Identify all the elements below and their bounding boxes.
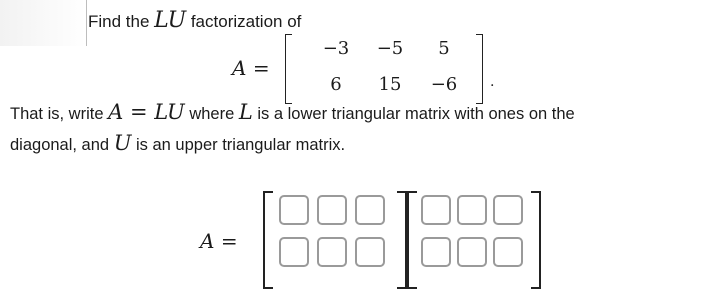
given-matrix-label [232, 56, 270, 80]
l-entry-2-1[interactable] [279, 237, 309, 267]
para-lu: LU [154, 100, 185, 124]
u-entry-1-1[interactable] [421, 195, 451, 225]
u-matrix-right-bracket [531, 191, 541, 289]
answer-label [200, 229, 238, 253]
u-entry-1-2[interactable] [457, 195, 487, 225]
given-matrix-name: A [232, 56, 247, 80]
matrix-cell-1-3: 5 [438, 38, 450, 59]
given-matrix [285, 34, 495, 104]
matrix-cell-1-1: −3 [322, 38, 350, 59]
para-text-2: where [184, 105, 239, 123]
l-matrix-left-bracket [263, 191, 273, 289]
answer-matrix-name: A [200, 229, 215, 253]
l-entry-2-2[interactable] [317, 237, 347, 267]
redacted-corner [0, 0, 87, 46]
left-bracket [285, 34, 292, 104]
matrix-cell-1-2: −5 [376, 38, 404, 59]
l-entry-2-3[interactable] [355, 237, 385, 267]
intro-tail: factorization of [186, 12, 302, 31]
answer-equals: = [220, 229, 238, 253]
para-text-1: That is, write [10, 105, 109, 123]
intro-lu-math: LU [154, 8, 187, 33]
intro-text: Find the [88, 12, 155, 31]
u-entry-2-3[interactable] [493, 237, 523, 267]
matrix-cell-2-3: −6 [430, 74, 458, 95]
para-text-5: is an upper triangular matrix. [131, 136, 346, 154]
para-l: L [238, 100, 253, 124]
u-entry-1-3[interactable] [493, 195, 523, 225]
u-matrix-left-bracket [407, 191, 417, 289]
l-entry-1-3[interactable] [355, 195, 385, 225]
matrix-cell-2-1: 6 [330, 74, 342, 95]
para-equals: = [123, 100, 155, 124]
matrix-cell-2-2: 15 [378, 74, 402, 95]
l-matrix-right-bracket [397, 191, 407, 289]
para-text-4: diagonal, and [10, 136, 114, 154]
l-entry-1-1[interactable] [279, 195, 309, 225]
matrix-period: . [490, 74, 495, 90]
u-entry-2-2[interactable] [457, 237, 487, 267]
right-bracket [476, 34, 483, 104]
question-intro [88, 6, 301, 36]
given-equals: = [252, 56, 270, 80]
para-a: A [108, 100, 124, 124]
para-u: U [113, 131, 132, 155]
para-text-3: is a lower triangular matrix with ones on the [252, 105, 575, 123]
para-line-2 [10, 131, 710, 158]
u-entry-2-1[interactable] [421, 237, 451, 267]
instructions [10, 100, 710, 158]
l-entry-1-2[interactable] [317, 195, 347, 225]
